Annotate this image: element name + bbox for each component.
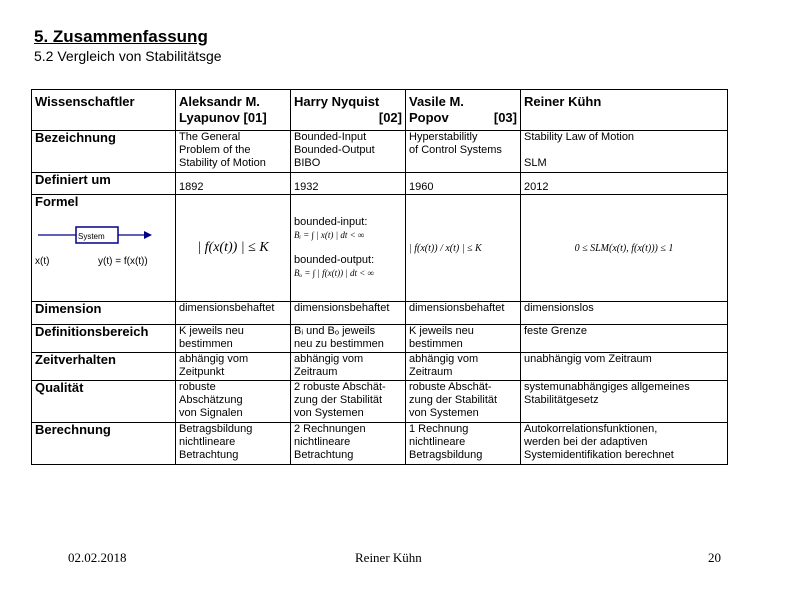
cell-bezeichnung-lyapunov (176, 131, 291, 173)
cell-dimension-nyquist: dimensionsbehaftet (291, 302, 406, 325)
header-popov-line2 (409, 110, 517, 126)
cell-definiert-nyquist: 1932 (291, 173, 406, 195)
cell-line: Autokorrelationsfunktionen, (524, 423, 658, 435)
bounded-output-label: bounded-output: (294, 254, 375, 266)
cell-line: Bᵢ und Bₒ jeweils (294, 325, 376, 337)
table-row-qualitaet (32, 381, 728, 423)
cell-dimension-lyapunov: dimensionsbehaftet (176, 302, 291, 325)
system-output-label: y(t) = f(x(t)) (98, 256, 148, 267)
footer-date: 02.02.2018 (68, 550, 127, 565)
cell-qualitaet-popov (406, 381, 521, 423)
cell-zeitverhalten-nyquist (291, 353, 406, 381)
header-lyapunov-line2 (179, 110, 287, 126)
cell-line: Zeitpunkt (179, 366, 225, 378)
header-nyquist-ref: [02] (378, 110, 402, 125)
cell-bezeichnung-nyquist (291, 131, 406, 173)
cell-line: nichtlineare (294, 436, 351, 448)
cell-zeitverhalten-kuehn: unabhängig vom Zeitraum (521, 353, 728, 381)
table-row-dimension (32, 302, 728, 325)
bounded-input-formula: Bᵢ = ∫ | x(t) | dt < ∞ (294, 230, 365, 240)
cell-line: Hyperstabilitly (409, 131, 478, 143)
cell-definiert-kuehn: 2012 (521, 173, 728, 195)
cell-line: SLM (524, 157, 547, 169)
cell-dimension-popov: dimensionsbehaftet (406, 302, 521, 325)
cell-formel-lyapunov (176, 195, 291, 302)
header-lyapunov-last: Lyapunov (179, 110, 240, 125)
cell-line: abhängig vom (294, 353, 364, 365)
cell-qualitaet-lyapunov (176, 381, 291, 423)
cell-bezeichnung-popov (406, 131, 521, 173)
cell-line: systemunabhängiges allgemeines (524, 381, 690, 393)
cell-line: abhängig vom (409, 353, 479, 365)
header-popov-name: Vasile M. (409, 94, 464, 109)
cell-line: Zeitraum (409, 366, 453, 378)
cell-line: The General (179, 131, 241, 143)
header-nyquist (291, 90, 406, 131)
row-label-definitionsbereich: Definitionsbereich (32, 325, 176, 353)
cell-line: Betrachtung (179, 449, 239, 461)
cell-line: von Systemen (409, 407, 479, 419)
system-block-label: System (78, 232, 105, 241)
row-label-dimension: Dimension (32, 302, 176, 325)
cell-zeitverhalten-lyapunov (176, 353, 291, 381)
cell-line: Betragsbildung (409, 449, 483, 461)
cell-line: of Control Systems (409, 144, 502, 156)
header-popov-ref: [03] (493, 110, 517, 125)
table-row-bezeichnung (32, 131, 728, 173)
header-wissenschaftler: Wissenschaftler (32, 90, 176, 131)
row-label-formel (32, 195, 176, 302)
cell-line: bestimmen (409, 338, 463, 350)
cell-formel-popov (406, 195, 521, 302)
cell-bezeichnung-kuehn (521, 131, 728, 173)
cell-line: nichtlineare (409, 436, 466, 448)
footer-author: Reiner Kühn (355, 550, 422, 565)
cell-berechnung-popov (406, 423, 521, 465)
bounded-input-label: bounded-input: (294, 216, 368, 228)
header-nyquist-name: Harry Nyquist (294, 94, 380, 109)
table-header-row (32, 90, 728, 131)
table-row-berechnung (32, 423, 728, 465)
cell-formel-kuehn (521, 195, 728, 302)
cell-line: Betragsbildung (179, 423, 253, 435)
cell-line: robuste (179, 381, 216, 393)
cell-line: 2 Rechnungen (294, 423, 366, 435)
cell-line: neu zu bestimmen (294, 338, 384, 350)
cell-definitionsbereich-lyapunov (176, 325, 291, 353)
cell-qualitaet-kuehn (521, 381, 728, 423)
header-lyapunov-ref: [01] (243, 110, 267, 125)
header-lyapunov (176, 90, 291, 131)
cell-line: abhängig vom (179, 353, 249, 365)
cell-definiert-popov: 1960 (406, 173, 521, 195)
cell-line: K jeweils neu (409, 325, 474, 337)
cell-line: zung der Stabilität (294, 394, 383, 406)
cell-line: Stability Law of Motion (524, 131, 635, 143)
cell-line: 2 robuste Abschät- (294, 381, 386, 393)
table-row-definiert (32, 173, 728, 195)
cell-line: von Signalen (179, 407, 243, 419)
cell-berechnung-lyapunov (176, 423, 291, 465)
header-kuehn: Reiner Kühn (521, 90, 728, 131)
table-row-formel (32, 195, 728, 302)
formel-label: Formel (35, 194, 79, 209)
cell-definitionsbereich-nyquist (291, 325, 406, 353)
cell-definiert-lyapunov: 1892 (176, 173, 291, 195)
cell-formel-nyquist (291, 195, 406, 302)
table-row-zeitverhalten (32, 353, 728, 381)
cell-line: 1 Rechnung (409, 423, 469, 435)
comparison-table (31, 89, 728, 465)
cell-berechnung-nyquist (291, 423, 406, 465)
cell-line: Bounded-Input (294, 131, 367, 143)
row-label-qualitaet: Qualität (32, 381, 176, 423)
slm-formula: 0 ≤ SLM(x(t), f(x(t))) ≤ 1 (574, 242, 674, 254)
cell-line: Problem of the (179, 144, 251, 156)
cell-line: Bounded-Output (294, 144, 375, 156)
row-label-berechnung: Berechnung (32, 423, 176, 465)
table-row-definitionsbereich (32, 325, 728, 353)
header-lyapunov-name: Aleksandr M. (179, 94, 260, 109)
cell-line: BIBO (294, 157, 321, 169)
cell-line: bestimmen (179, 338, 233, 350)
header-popov-last: Popov (409, 110, 449, 125)
cell-line: Systemidentifikation berechnet (524, 449, 674, 461)
cell-line: Stability of Motion (179, 157, 266, 169)
slide-subtitle: 5.2 Vergleich von Stabilitätsge (34, 48, 222, 64)
cell-line: nichtlineare (179, 436, 236, 448)
cell-line: werden bei der adaptiven (524, 436, 648, 448)
cell-line: Abschätzung (179, 394, 243, 406)
cell-line: robuste Abschät- (409, 381, 492, 393)
cell-line: K jeweils neu (179, 325, 244, 337)
slide-title: 5. Zusammenfassung (34, 27, 208, 46)
header-popov (406, 90, 521, 131)
lyapunov-formula: | f(x(t)) | ≤ K (197, 240, 269, 255)
cell-dimension-kuehn: dimensionslos (521, 302, 728, 325)
row-label-zeitverhalten: Zeitverhalten (32, 353, 176, 381)
cell-berechnung-kuehn (521, 423, 728, 465)
cell-line: Betrachtung (294, 449, 354, 461)
cell-definitionsbereich-kuehn: feste Grenze (521, 325, 728, 353)
cell-line: zung der Stabilität (409, 394, 498, 406)
bounded-output-formula: Bₒ = ∫ | f(x(t)) | dt < ∞ (294, 268, 375, 278)
cell-definitionsbereich-popov (406, 325, 521, 353)
cell-qualitaet-nyquist (291, 381, 406, 423)
footer-page-number: 20 (708, 550, 721, 565)
cell-zeitverhalten-popov (406, 353, 521, 381)
row-label-definiert: Definiert um (32, 173, 176, 195)
cell-line: Stabilitätgesetz (524, 394, 599, 406)
popov-formula: | f(x(t)) / x(t) | ≤ K (409, 242, 482, 254)
cell-line: von Systemen (294, 407, 364, 419)
system-input-label: x(t) (35, 256, 50, 267)
cell-line: Zeitraum (294, 366, 338, 378)
row-label-bezeichnung: Bezeichnung (32, 131, 176, 173)
